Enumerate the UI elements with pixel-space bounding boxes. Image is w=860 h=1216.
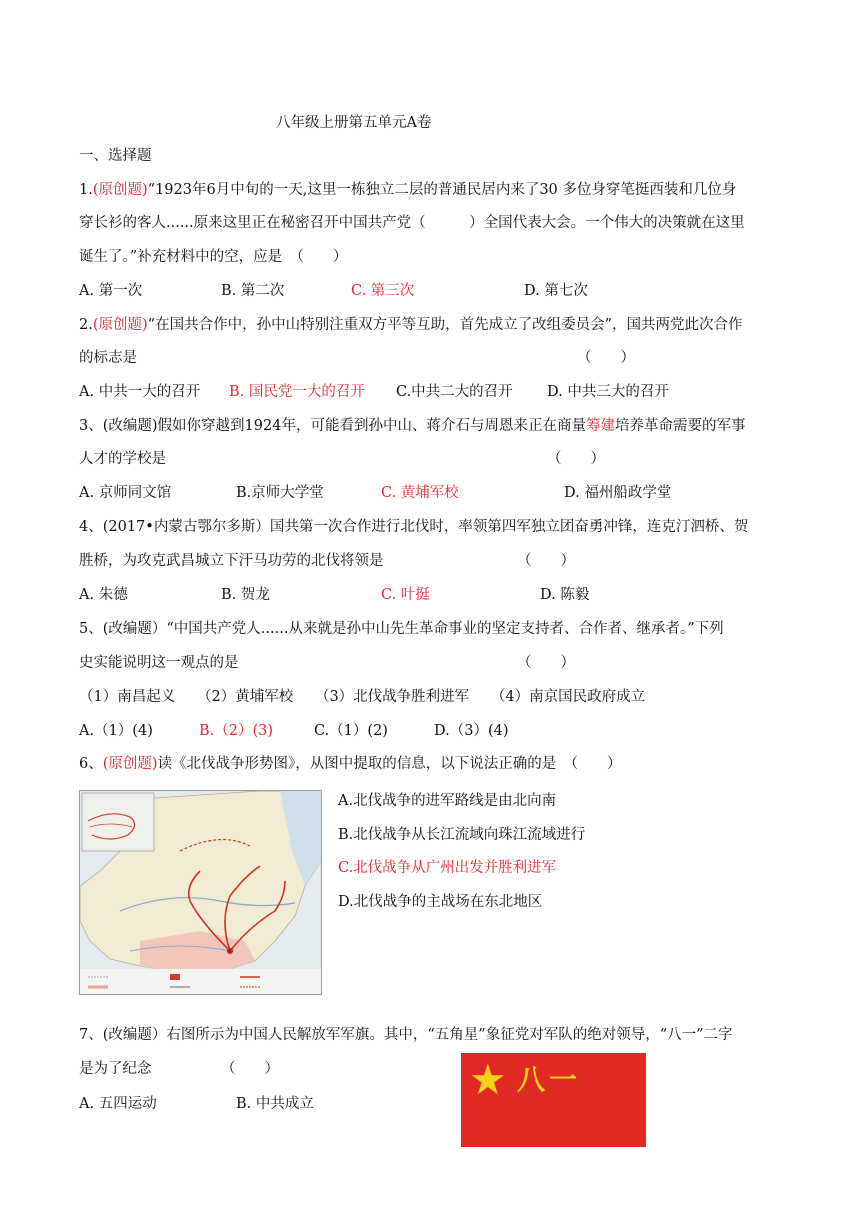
q1-option-a: A. 第一次 <box>79 283 143 299</box>
q4-option-a: A. 朱德 <box>79 587 128 603</box>
q3-option-a: A. 京师同文馆 <box>79 485 172 501</box>
q5-option-d: D.（3）(4) <box>434 723 509 739</box>
q6-option-c: C.北伐战争从广州出发并胜利进军 <box>338 860 557 876</box>
q2-line2: 的标志是 <box>79 350 137 366</box>
q4-option-c: C. 叶挺 <box>381 587 430 603</box>
q5-paren: （ ） <box>517 655 575 671</box>
q5-option-a: A.（1）(4) <box>79 723 153 739</box>
q4-paren: （ ） <box>517 553 575 569</box>
q1-line1: 1.(原创题)“1923年6月中旬的一天,这里一栋独立二层的普通民居内来了30 多位身穿笔挺西装和几位身 <box>79 182 737 198</box>
q6-tag: (原创题) <box>102 756 158 772</box>
q3-option-b: B.京师大学堂 <box>236 485 324 501</box>
q2-line1: 2.(原创题)“在国共合作中，孙中山特别注重双方平等互助，首先成立了改组委员会”，国共两党此次合作 <box>79 317 743 333</box>
q3-option-d: D. 福州船政学堂 <box>564 485 672 501</box>
pla-flag-image <box>461 1053 646 1147</box>
q3-line1: 3、(改编题)假如你穿越到1924年，可能看到孙中山、蒋介石与周恩来正在商量筹建培养革命需要的军事 <box>79 418 746 434</box>
q7-paren: （ ） <box>221 1061 279 1077</box>
section-heading: 一、选择题 <box>79 148 152 164</box>
q5-option-c: C.（1）(2) <box>314 723 388 739</box>
q1-line3: 诞生了。”补充材料中的空，应是 （ ） <box>79 249 348 265</box>
q5-option-b: B.（2）(3) <box>199 723 274 739</box>
q2-tag: (原创题) <box>92 317 148 333</box>
q1-option-d: D. 第七次 <box>524 283 588 299</box>
q2-option-b: B. 国民党一大的召开 <box>229 384 365 400</box>
q3-line2: 人才的学校是 <box>79 451 166 467</box>
q5-line2: 史实能说明这一观点的是 <box>79 655 239 671</box>
q3-paren: （ ） <box>547 451 605 467</box>
q6-option-d: D.北伐战争的主战场在东北地区 <box>338 894 543 910</box>
q2-paren: （ ） <box>577 350 635 366</box>
q6-option-b: B.北伐战争从长江流域向珠江流域进行 <box>338 827 586 843</box>
q2-option-d: D. 中共三大的召开 <box>547 384 669 400</box>
q4-option-d: D. 陈毅 <box>540 587 590 603</box>
flag-bayi-text: 八一 <box>517 1063 582 1096</box>
q7-option-a: A. 五四运动 <box>79 1096 157 1112</box>
q5-items: （1）南昌起义 （2）黄埔军校 （3）北伐战争胜利进军 （4）南京国民政府成立 <box>79 689 646 705</box>
q1-line2: 穿长衫的客人......原来这里正在秘密召开中国共产党（ ）全国代表大会。一个伟大的决策就在这里 <box>79 215 745 231</box>
q2-option-a: A. 中共一大的召开 <box>79 384 201 400</box>
q2-option-c: C.中共二大的召开 <box>396 384 513 400</box>
star-icon: ★ <box>469 1055 507 1104</box>
q4-line2: 胜桥，为攻克武昌城立下汗马功劳的北伐将领是 <box>79 553 384 569</box>
q7-line2: 是为了纪念 <box>79 1061 152 1077</box>
q7-option-b: B. 中共成立 <box>236 1096 314 1112</box>
q1-tag: (原创题) <box>92 182 148 198</box>
q1-option-b: B. 第二次 <box>221 283 285 299</box>
q4-option-b: B. 贺龙 <box>221 587 270 603</box>
q4-line1: 4、(2017•内蒙古鄂尔多斯）国共第一次合作进行北伐时，率领第四军独立团奋勇冲锋，连克汀泗桥、贺 <box>79 519 749 535</box>
q3-option-c: C. 黄埔军校 <box>381 485 459 501</box>
q6-question: 6、(原创题)读《北伐战争形势图》，从图中提取的信息，以下说法正确的是 （ ） <box>79 756 622 772</box>
page-title: 八年级上册第五单元A卷 <box>276 115 432 131</box>
q1-option-c: C. 第三次 <box>351 283 415 299</box>
q5-line1: 5、(改编题）“中国共产党人......从来就是孙中山先生革命事业的坚定支持者、合作者、继承者。”下列 <box>79 621 724 637</box>
q7-line1: 7、(改编题）右图所示为中国人民解放军军旗。其中，“五角星”象征党对军队的绝对领导，“八一”二字 <box>79 1027 733 1043</box>
q6-option-a: A.北伐战争的进军路线是由北向南 <box>338 793 557 809</box>
northern-expedition-map <box>79 790 322 995</box>
